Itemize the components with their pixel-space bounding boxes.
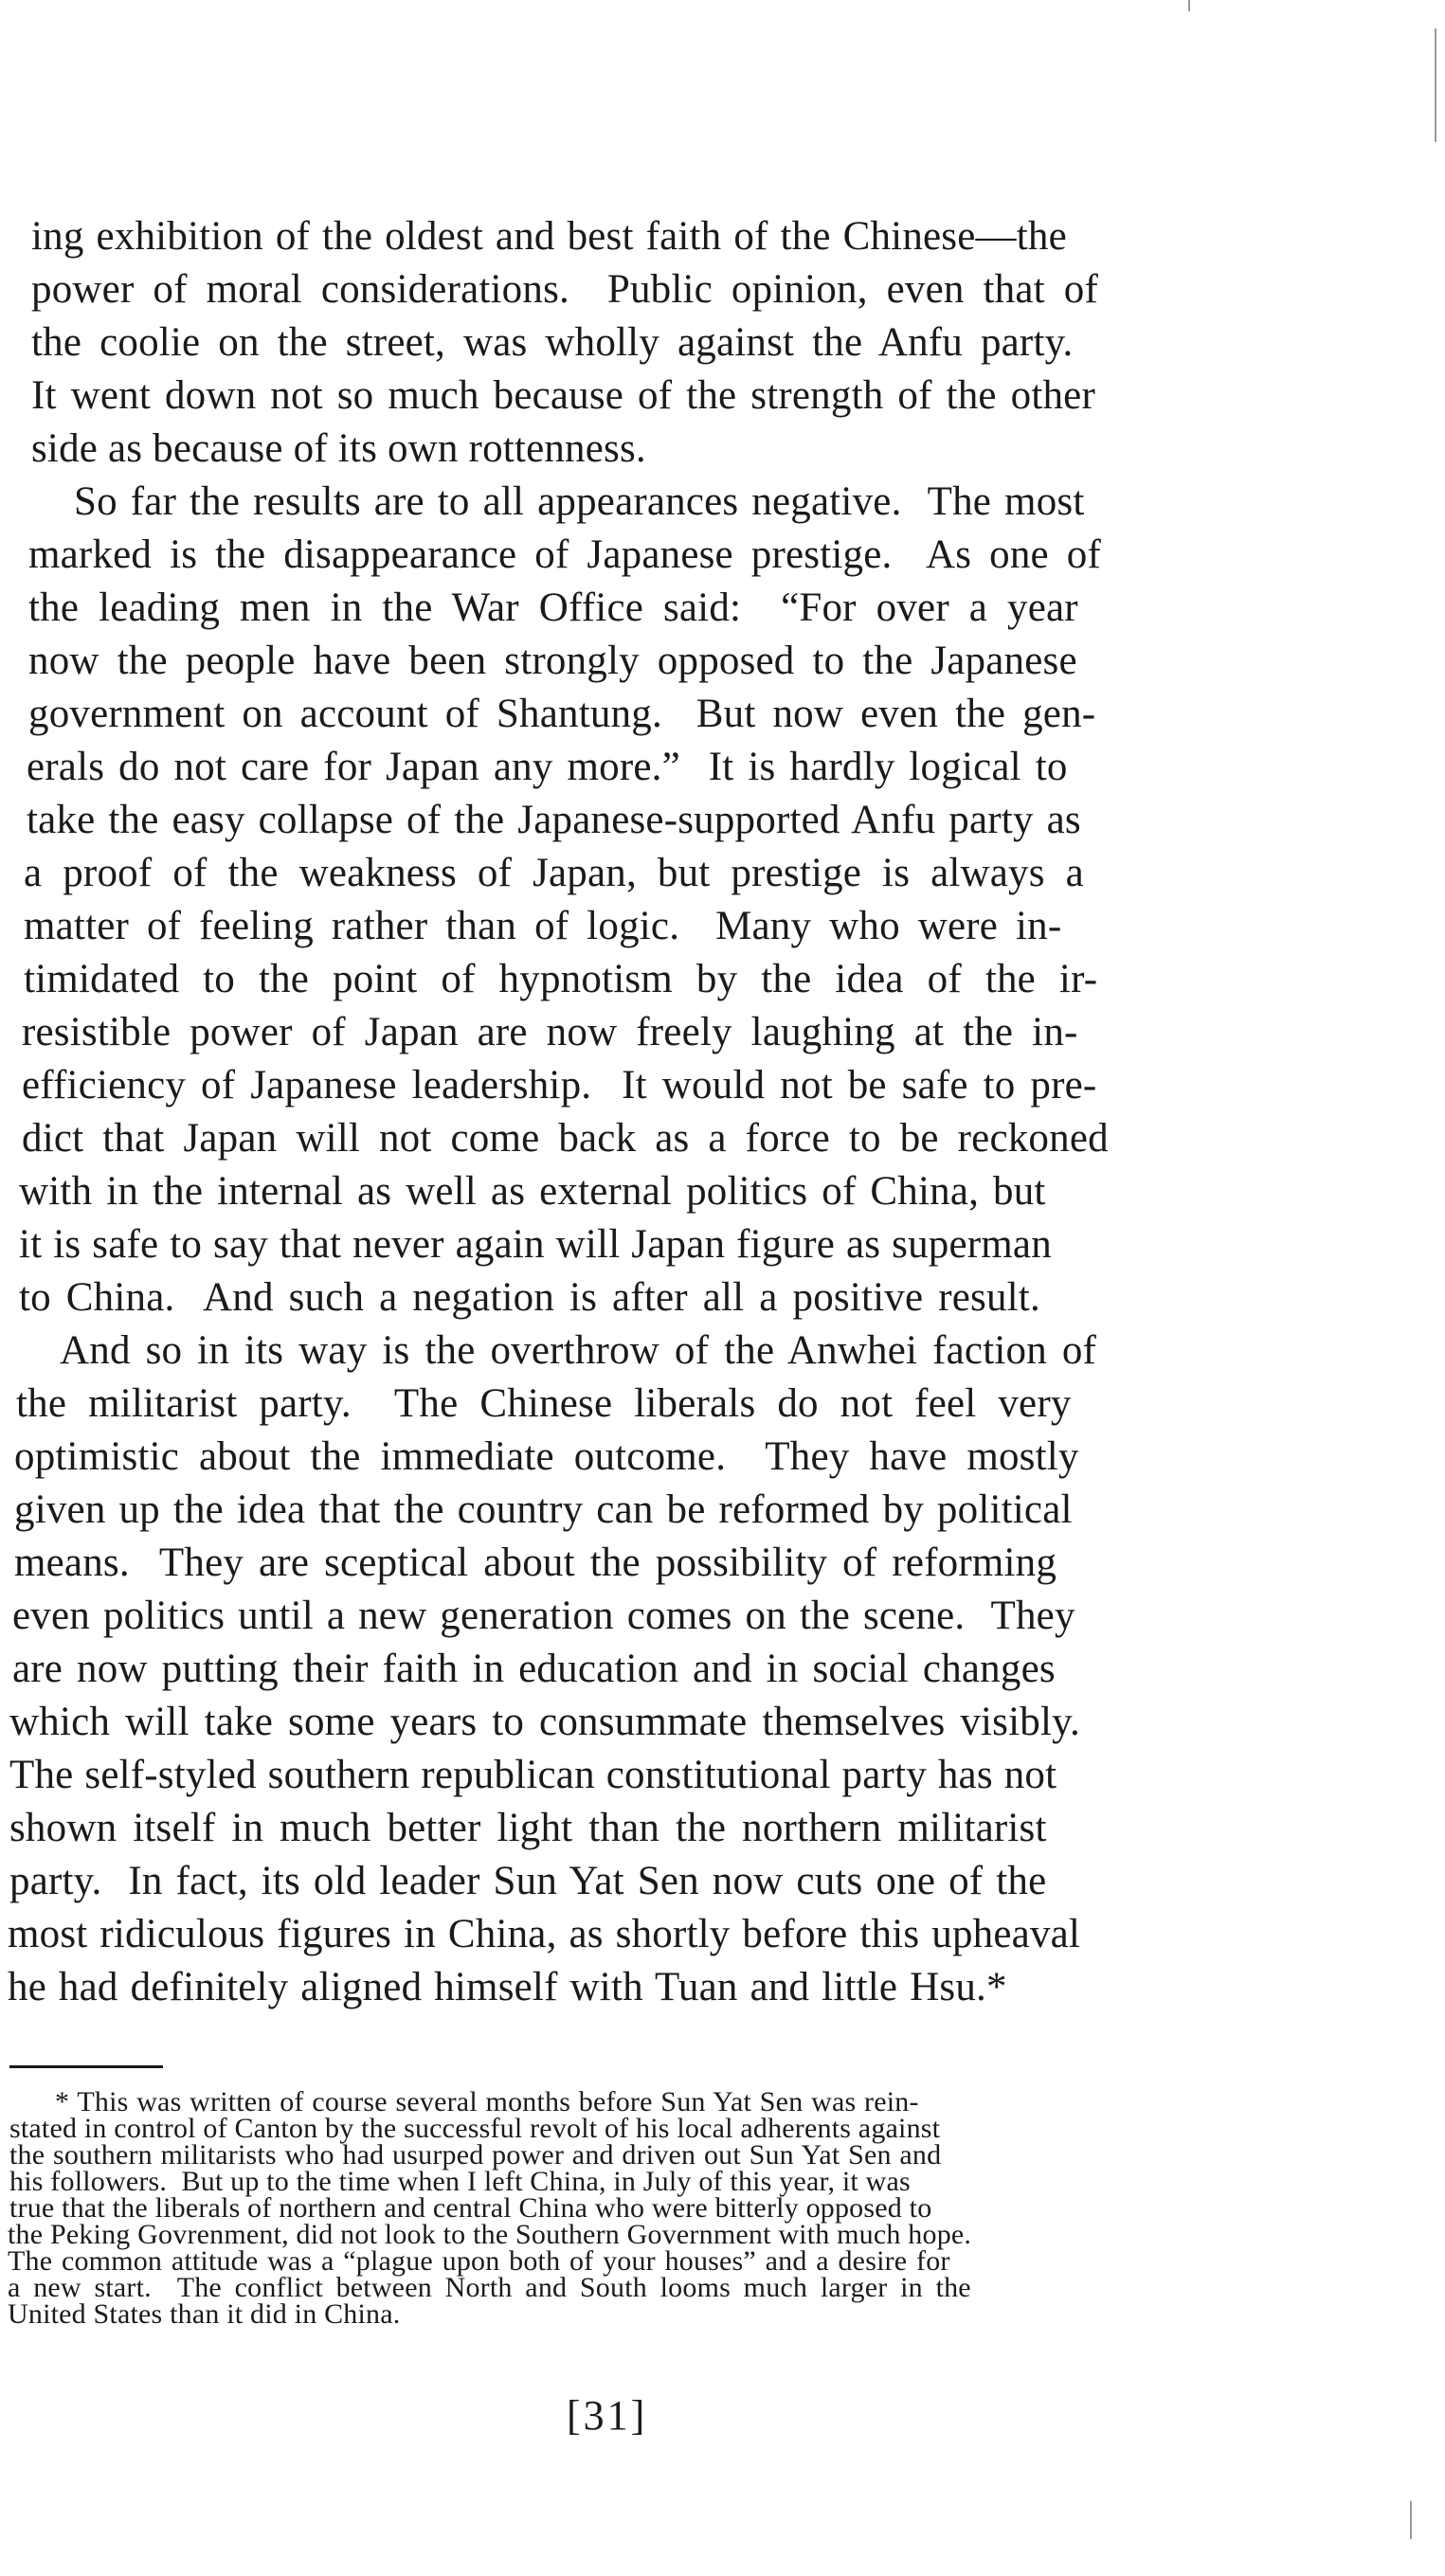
text-line: to China. And such a negation is after all a positive result. (19, 1275, 1040, 1320)
footnote-line: * This was written of course several months before Sun Yat Sen was rein- (55, 2086, 919, 2117)
text-line: And so in its way is the overthrow of the Anwhei faction of (60, 1328, 1097, 1373)
text-line: optimistic about the immediate outcome. They have mostly (14, 1434, 1079, 1479)
scan-mark (1435, 28, 1436, 142)
text-line: with in the internal as well as external politics of China, but (19, 1169, 1046, 1214)
text-line: are now putting their faith in education and in social changes (12, 1647, 1056, 1691)
footnote-line: true that the liberals of northern and central China who were bitterly opposed to (9, 2192, 932, 2224)
text-line: he had definitely aligned himself with Tuan and little Hsu.* (8, 1965, 1007, 2009)
text-line: So far the results are to all appearances negative. The most (74, 479, 1085, 524)
text-line: dict that Japan will not come back as a force to be reckoned (22, 1116, 1109, 1161)
text-line: it is safe to say that never again will Japan figure as superman (19, 1222, 1052, 1267)
text-line: erals do not care for Japan any more.” It is hardly logical to (27, 745, 1068, 789)
text-line: marked is the disappearance of Japanese prestige. As one of (28, 532, 1101, 577)
text-line: shown itself in much better light than the northern militarist (9, 1806, 1047, 1850)
text-line: given up the idea that the country can be reformed by political (14, 1487, 1073, 1532)
text-line: government on account of Shantung. But now even the gen- (28, 692, 1096, 736)
text-line: resistible power of Japan are now freely laughing at the in- (22, 1010, 1078, 1054)
text-line: now the people have been strongly opposed to the Japanese (28, 639, 1077, 683)
text-line: The self-styled southern republican constitutional party has not (9, 1753, 1057, 1797)
scan-mark (1410, 2501, 1412, 2539)
text-line: the militarist party. The Chinese liberals do not feel very (16, 1381, 1072, 1426)
text-line: ing exhibition of the oldest and best faith of the Chinese—the (31, 214, 1067, 259)
footnote-line: the Peking Govrenment, did not look to the Southern Government with much hope. (8, 2219, 972, 2250)
text-line: which will take some years to consummate themselves visibly. (9, 1700, 1080, 1744)
text-line: matter of feeling rather than of logic. Many who were in- (24, 904, 1062, 948)
text-line: a proof of the weakness of Japan, but prestige is always a (24, 851, 1084, 895)
text-line: the leading men in the War Office said: “For over a year (28, 585, 1078, 630)
text-line: means. They are sceptical about the possibility of reforming (14, 1540, 1057, 1585)
text-line: efficiency of Japanese leadership. It would not be safe to pre- (22, 1063, 1097, 1108)
footnote-line: a new start. The conflict between North and South looms much larger in the (8, 2272, 971, 2303)
footnote-line: United States than it did in China. (8, 2298, 401, 2330)
footnote-line: The common attitude was a “plague upon both of your houses” and a desire for (8, 2245, 950, 2277)
scan-mark (1188, 0, 1190, 11)
text-line: take the easy collapse of the Japanese-supported Anfu party as (27, 798, 1081, 842)
footnote-line: the southern militarists who had usurped power and driven out Sun Yat Sen and (9, 2139, 942, 2171)
text-line: most ridiculous figures in China, as shortly before this upheaval (8, 1912, 1081, 1956)
text-line: side as because of its own rottenness. (31, 426, 646, 471)
text-line: the coolie on the street, was wholly against the Anfu party. (31, 320, 1074, 365)
footnote-line: his followers. But up to the time when I left China, in July of this year, it was (9, 2166, 911, 2197)
text-line: power of moral considerations. Public opinion, even that of (31, 267, 1098, 312)
text-line: even politics until a new generation comes on the scene. They (12, 1594, 1075, 1638)
text-line: party. In fact, its old leader Sun Yat Sen now cuts one of the (9, 1859, 1047, 1903)
footnote-rule (9, 2065, 163, 2068)
text-line: It went down not so much because of the strength of the other (31, 373, 1095, 418)
text-line: timidated to the point of hypnotism by the idea of the ir- (24, 957, 1098, 1001)
footnote-line: stated in control of Canton by the successful revolt of his local adherents against (9, 2113, 941, 2144)
page-number: [31] (567, 2392, 648, 2439)
